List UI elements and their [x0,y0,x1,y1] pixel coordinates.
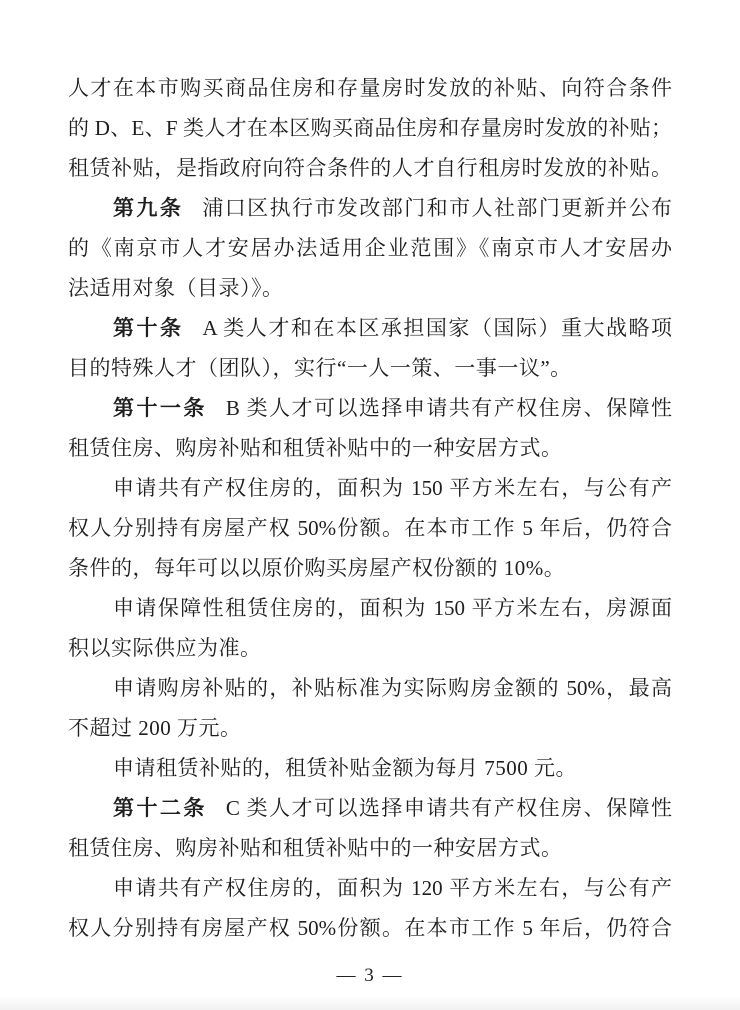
text-line: 申请保障性租赁住房的，面积为 150 平方米左右，房源面 [113,596,672,620]
text-line [68,308,672,348]
text-line: 法适用对象（目录）》。 [68,276,284,300]
article-number: 第十二条 [113,796,207,820]
article-number: 第十条 [113,316,184,340]
text-line: 租赁住房、购房补贴和租赁补贴中的一种安居方式。 [68,436,563,460]
text-line: 目的特殊人才（团队），实行“一人一策、一事一议”。 [68,356,572,380]
article-text: C 类人才可以选择申请共有产权住房、保障性 [225,796,672,820]
text-line: 申请共有产权住房的，面积为 120 平方米左右，与公有产 [113,876,672,900]
text-line: 不超过 200 万元。 [68,716,242,740]
text-line: 申请租赁补贴的，租赁补贴金额为每月 7500 元。 [113,756,577,780]
text-line [68,388,672,428]
text-line: 人才在本市购买商品住房和存量房时发放的补贴、向符合条件 [68,76,672,100]
text-line: 积以实际供应为准。 [68,636,262,660]
article-number: 第九条 [113,196,184,220]
page-number: — 3 — [336,965,404,986]
text-line: 条件的，每年可以以原价购买房屋产权份额的 10%。 [68,556,566,580]
text-line: 申请共有产权住房的，面积为 150 平方米左右，与公有产 [113,476,672,500]
page-bottom-edge-shade [0,996,740,1010]
text-line [68,188,672,228]
text-line: 租赁住房、购房补贴和租赁补贴中的一种安居方式。 [68,836,563,860]
article-text: 浦口区执行市发改部门和市人社部门更新并公布 [202,196,673,220]
article-text: B 类人才可以选择申请共有产权住房、保障性 [225,396,672,420]
text-line: 权人分别持有房屋产权 50%份额。在本市工作 5 年后，仍符合 [68,516,672,540]
text-line: 的 D、E、F 类人才在本区购买商品住房和存量房时发放的补贴； [68,116,672,140]
text-line: 租赁补贴，是指政府向符合条件的人才自行租房时发放的补贴。 [68,156,672,180]
document-body-text [68,68,672,948]
text-line: 的《南京市人才安居办法适用企业范围》《南京市人才安居办 [68,236,672,260]
article-text: A 类人才和在本区承担国家（国际）重大战略项 [202,316,672,340]
text-line [68,788,672,828]
article-number: 第十一条 [113,396,207,420]
text-line: 权人分别持有房屋产权 50%份额。在本市工作 5 年后，仍符合 [68,916,672,940]
text-line: 申请购房补贴的，补贴标准为实际购房金额的 50%，最高 [113,676,672,700]
